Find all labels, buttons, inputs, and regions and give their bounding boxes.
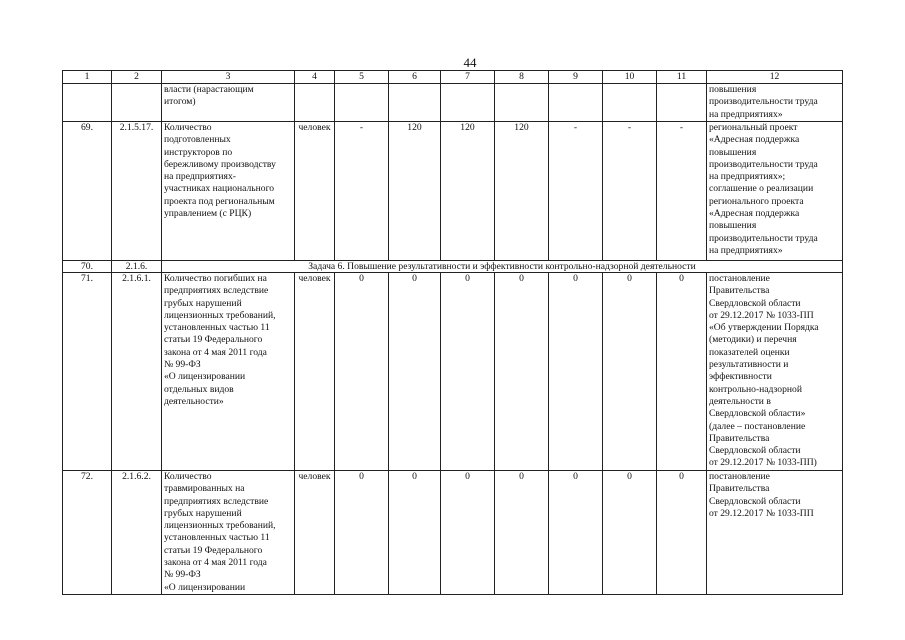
row-number: 69. <box>63 122 112 261</box>
value-cell: 0 <box>495 471 549 595</box>
value-cell: 0 <box>603 471 657 595</box>
value-cell: 0 <box>389 273 441 471</box>
unit: человек <box>295 273 335 471</box>
value-cell: 0 <box>335 471 389 595</box>
item-code: 2.1.5.17. <box>112 122 162 261</box>
task-heading: Задача 6. Повышение результативности и эффективности контрольно-надзорной деятельности <box>162 261 843 273</box>
column-number: 5 <box>335 71 389 84</box>
indicators-table <box>62 70 843 595</box>
column-number: 1 <box>63 71 112 84</box>
value-cell: - <box>603 122 657 261</box>
item-code: 2.1.6. <box>112 261 162 273</box>
value-cell: 0 <box>603 273 657 471</box>
value-cell: 0 <box>549 273 603 471</box>
column-number: 6 <box>389 71 441 84</box>
item-code: 2.1.6.2. <box>112 471 162 595</box>
value-cell: 0 <box>495 273 549 471</box>
value-cell <box>495 84 549 122</box>
column-number: 11 <box>657 71 707 84</box>
value-cell: 0 <box>549 471 603 595</box>
value-cell: 0 <box>657 471 707 595</box>
value-cell <box>389 84 441 122</box>
value-cell: 120 <box>389 122 441 261</box>
column-number: 3 <box>162 71 295 84</box>
value-cell: - <box>335 122 389 261</box>
row-number: 70. <box>63 261 112 273</box>
indicator-name: Количество погибших на предприятиях вследствие грубых нарушений лицензионных требований, установленных частью 11 статьи 19 Федерального закона от 4 мая 2011 года № 99-ФЗ «О лицензировании отдельных видов деятельности» <box>162 273 295 471</box>
value-cell: 120 <box>495 122 549 261</box>
indicator-name: власти (нарастающим итогом) <box>162 84 295 122</box>
column-number: 9 <box>549 71 603 84</box>
page-number: 44 <box>463 55 477 70</box>
value-cell: 0 <box>657 273 707 471</box>
table-row <box>63 273 843 471</box>
source-document: постановление Правительства Свердловской области от 29.12.2017 № 1033-ПП «Об утверждении Порядка (методики) и перечня показателей оценки результативности и эффективности контрольно-надзорной деятельности в Свердловской области» (далее – постановление Правительства Свердловской области от 29.12.2017 № 1033-ПП) <box>707 273 843 471</box>
unit <box>295 84 335 122</box>
column-number: 8 <box>495 71 549 84</box>
table-row <box>63 122 843 261</box>
column-number: 7 <box>441 71 495 84</box>
source-document: постановление Правительства Свердловской области от 29.12.2017 № 1033-ПП <box>707 471 843 595</box>
row-number: 71. <box>63 273 112 471</box>
indicator-name: Количество травмированных на предприятиях вследствие грубых нарушений лицензионных требований, установленных частью 11 статьи 19 Федерального закона от 4 мая 2011 года № 99-ФЗ «О лицензировании <box>162 471 295 595</box>
unit: человек <box>295 122 335 261</box>
task-row <box>63 261 843 273</box>
row-number: 72. <box>63 471 112 595</box>
value-cell <box>335 84 389 122</box>
source-document: региональный проект «Адресная поддержка повышения производительности труда на предприятиях»; соглашение о реализации регионального проекта «Адресная поддержка повышения производительности труда на предприятиях» <box>707 122 843 261</box>
source-document: повышения производительности труда на предприятиях» <box>707 84 843 122</box>
indicator-name: Количество подготовленных инструкторов по бережливому производству на предприятиях- участниках национального проекта под региональным управлением (с РЦК) <box>162 122 295 261</box>
value-cell <box>603 84 657 122</box>
item-code <box>112 84 162 122</box>
value-cell: 0 <box>335 273 389 471</box>
column-number: 10 <box>603 71 657 84</box>
value-cell: 120 <box>441 122 495 261</box>
value-cell <box>549 84 603 122</box>
unit: человек <box>295 471 335 595</box>
value-cell: 0 <box>389 471 441 595</box>
row-number <box>63 84 112 122</box>
column-number: 2 <box>112 71 162 84</box>
table-row <box>63 471 843 595</box>
value-cell <box>441 84 495 122</box>
column-number: 4 <box>295 71 335 84</box>
value-cell: 0 <box>441 273 495 471</box>
value-cell: - <box>549 122 603 261</box>
item-code: 2.1.6.1. <box>112 273 162 471</box>
column-number: 12 <box>707 71 843 84</box>
value-cell <box>657 84 707 122</box>
column-number-row <box>63 71 843 84</box>
value-cell: 0 <box>441 471 495 595</box>
value-cell: - <box>657 122 707 261</box>
table-row <box>63 84 843 122</box>
